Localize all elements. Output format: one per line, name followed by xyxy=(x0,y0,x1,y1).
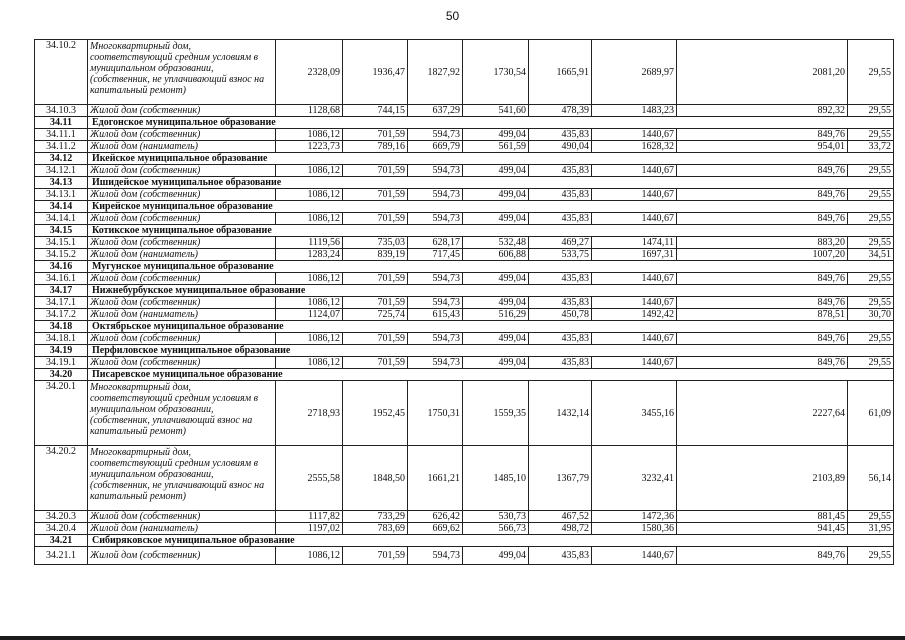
value-cell: 1559,35 xyxy=(463,381,529,446)
value-cell: 1827,92 xyxy=(408,40,463,105)
value-cell: 1086,12 xyxy=(276,273,343,285)
value-cell: 29,55 xyxy=(848,333,894,345)
value-cell: 849,76 xyxy=(677,297,848,309)
value-cell: 499,04 xyxy=(463,213,529,225)
value-cell: 490,04 xyxy=(529,141,592,153)
section-title: Мугунское муниципальное образование xyxy=(88,261,894,273)
row-code: 34.16.1 xyxy=(35,273,88,285)
section-row xyxy=(35,117,894,129)
value-cell: 669,79 xyxy=(408,141,463,153)
value-cell: 849,76 xyxy=(677,213,848,225)
table-row xyxy=(35,40,894,105)
value-cell: 701,59 xyxy=(343,357,408,369)
section-row xyxy=(35,321,894,333)
value-cell: 1952,45 xyxy=(343,381,408,446)
value-cell: 1086,12 xyxy=(276,547,343,565)
value-cell: 849,76 xyxy=(677,165,848,177)
value-cell: 1119,56 xyxy=(276,237,343,249)
value-cell: 849,76 xyxy=(677,357,848,369)
value-cell: 733,29 xyxy=(343,511,408,523)
table-row xyxy=(35,523,894,535)
value-cell: 1440,67 xyxy=(592,189,677,201)
value-cell: 1086,12 xyxy=(276,165,343,177)
value-cell: 469,27 xyxy=(529,237,592,249)
value-cell: 435,83 xyxy=(529,357,592,369)
value-cell: 1007,20 xyxy=(677,249,848,261)
value-cell: 1432,14 xyxy=(529,381,592,446)
table-row xyxy=(35,273,894,285)
value-cell: 1440,67 xyxy=(592,547,677,565)
value-cell: 33,72 xyxy=(848,141,894,153)
section-code: 34.12 xyxy=(35,153,88,165)
row-code: 34.15.2 xyxy=(35,249,88,261)
value-cell: 1440,67 xyxy=(592,273,677,285)
section-row xyxy=(35,285,894,297)
table-row xyxy=(35,129,894,141)
value-cell: 566,73 xyxy=(463,523,529,535)
value-cell: 594,73 xyxy=(408,297,463,309)
value-cell: 594,73 xyxy=(408,333,463,345)
row-name: Жилой дом (наниматель) xyxy=(88,141,276,153)
row-code: 34.20.4 xyxy=(35,523,88,535)
value-cell: 1472,36 xyxy=(592,511,677,523)
value-cell: 1086,12 xyxy=(276,333,343,345)
row-code: 34.11.1 xyxy=(35,129,88,141)
section-title: Котикское муниципальное образование xyxy=(88,225,894,237)
value-cell: 561,59 xyxy=(463,141,529,153)
section-code: 34.18 xyxy=(35,321,88,333)
value-cell: 450,78 xyxy=(529,309,592,321)
row-code: 34.19.1 xyxy=(35,357,88,369)
row-name: Многоквартирный дом, соответствующий средним условиям в муниципальном образовании, (собственник, не уплачивающий взнос на капитальный ремонт) xyxy=(88,446,276,511)
row-code: 34.21.1 xyxy=(35,547,88,565)
value-cell: 532,48 xyxy=(463,237,529,249)
value-cell: 2328,09 xyxy=(276,40,343,105)
value-cell: 594,73 xyxy=(408,357,463,369)
value-cell: 29,55 xyxy=(848,297,894,309)
section-code: 34.20 xyxy=(35,369,88,381)
value-cell: 594,73 xyxy=(408,129,463,141)
value-cell: 29,55 xyxy=(848,547,894,565)
value-cell: 29,55 xyxy=(848,357,894,369)
value-cell: 701,59 xyxy=(343,273,408,285)
row-code: 34.17.1 xyxy=(35,297,88,309)
value-cell: 3232,41 xyxy=(592,446,677,511)
value-cell: 717,45 xyxy=(408,249,463,261)
value-cell: 56,14 xyxy=(848,446,894,511)
value-cell: 541,60 xyxy=(463,105,529,117)
value-cell: 2689,97 xyxy=(592,40,677,105)
value-cell: 499,04 xyxy=(463,129,529,141)
value-cell: 849,76 xyxy=(677,273,848,285)
value-cell: 1086,12 xyxy=(276,189,343,201)
value-cell: 435,83 xyxy=(529,165,592,177)
row-code: 34.11.2 xyxy=(35,141,88,153)
section-code: 34.14 xyxy=(35,201,88,213)
table-row xyxy=(35,309,894,321)
value-cell: 1124,07 xyxy=(276,309,343,321)
value-cell: 435,83 xyxy=(529,129,592,141)
value-cell: 735,03 xyxy=(343,237,408,249)
value-cell: 849,76 xyxy=(677,129,848,141)
row-name: Жилой дом (собственник) xyxy=(88,189,276,201)
table-body xyxy=(35,40,894,565)
value-cell: 1440,67 xyxy=(592,297,677,309)
value-cell: 941,45 xyxy=(677,523,848,535)
value-cell: 499,04 xyxy=(463,165,529,177)
value-cell: 1661,21 xyxy=(408,446,463,511)
value-cell: 1086,12 xyxy=(276,213,343,225)
row-name: Жилой дом (собственник) xyxy=(88,547,276,565)
value-cell: 29,55 xyxy=(848,273,894,285)
value-cell: 29,55 xyxy=(848,511,894,523)
table-row xyxy=(35,105,894,117)
value-cell: 1086,12 xyxy=(276,357,343,369)
section-row xyxy=(35,535,894,547)
page-number: 50 xyxy=(445,9,460,23)
row-code: 34.15.1 xyxy=(35,237,88,249)
value-cell: 1485,10 xyxy=(463,446,529,511)
row-name: Жилой дом (собственник) xyxy=(88,273,276,285)
row-name: Жилой дом (собственник) xyxy=(88,129,276,141)
value-cell: 701,59 xyxy=(343,213,408,225)
section-title: Перфиловское муниципальное образование xyxy=(88,345,894,357)
value-cell: 594,73 xyxy=(408,273,463,285)
value-cell: 1197,02 xyxy=(276,523,343,535)
value-cell: 467,52 xyxy=(529,511,592,523)
value-cell: 31,95 xyxy=(848,523,894,535)
value-cell: 499,04 xyxy=(463,547,529,565)
value-cell: 725,74 xyxy=(343,309,408,321)
section-row xyxy=(35,369,894,381)
value-cell: 701,59 xyxy=(343,297,408,309)
row-code: 34.17.2 xyxy=(35,309,88,321)
value-cell: 701,59 xyxy=(343,189,408,201)
value-cell: 3455,16 xyxy=(592,381,677,446)
value-cell: 1936,47 xyxy=(343,40,408,105)
value-cell: 594,73 xyxy=(408,189,463,201)
row-name: Жилой дом (собственник) xyxy=(88,165,276,177)
section-title: Ишидейское муниципальное образование xyxy=(88,177,894,189)
row-name: Жилой дом (собственник) xyxy=(88,511,276,523)
table-row xyxy=(35,141,894,153)
row-name: Жилой дом (наниматель) xyxy=(88,249,276,261)
section-title: Писаревское муниципальное образование xyxy=(88,369,894,381)
section-row xyxy=(35,201,894,213)
value-cell: 1223,73 xyxy=(276,141,343,153)
value-cell: 954,01 xyxy=(677,141,848,153)
table-row xyxy=(35,213,894,225)
value-cell: 789,16 xyxy=(343,141,408,153)
value-cell: 849,76 xyxy=(677,189,848,201)
row-name: Жилой дом (собственник) xyxy=(88,297,276,309)
value-cell: 29,55 xyxy=(848,189,894,201)
value-cell: 1440,67 xyxy=(592,357,677,369)
value-cell: 1128,68 xyxy=(276,105,343,117)
section-row xyxy=(35,225,894,237)
value-cell: 594,73 xyxy=(408,213,463,225)
section-title: Нижнебурбукское муниципальное образование xyxy=(88,285,894,297)
value-cell: 1440,67 xyxy=(592,213,677,225)
table-row xyxy=(35,237,894,249)
value-cell: 435,83 xyxy=(529,189,592,201)
row-code: 34.10.2 xyxy=(35,40,88,105)
value-cell: 499,04 xyxy=(463,297,529,309)
value-cell: 533,75 xyxy=(529,249,592,261)
value-cell: 744,15 xyxy=(343,105,408,117)
value-cell: 701,59 xyxy=(343,547,408,565)
value-cell: 1628,32 xyxy=(592,141,677,153)
row-code: 34.12.1 xyxy=(35,165,88,177)
value-cell: 1474,11 xyxy=(592,237,677,249)
row-code: 34.18.1 xyxy=(35,333,88,345)
value-cell: 626,42 xyxy=(408,511,463,523)
table-row xyxy=(35,547,894,565)
section-title: Едогонское муниципальное образование xyxy=(88,117,894,129)
value-cell: 29,55 xyxy=(848,105,894,117)
value-cell: 29,55 xyxy=(848,40,894,105)
table-row xyxy=(35,357,894,369)
value-cell: 615,43 xyxy=(408,309,463,321)
value-cell: 516,29 xyxy=(463,309,529,321)
value-cell: 435,83 xyxy=(529,297,592,309)
value-cell: 499,04 xyxy=(463,273,529,285)
value-cell: 2103,89 xyxy=(677,446,848,511)
value-cell: 498,72 xyxy=(529,523,592,535)
section-row xyxy=(35,153,894,165)
table-row xyxy=(35,165,894,177)
value-cell: 1492,42 xyxy=(592,309,677,321)
scan-bottom-edge xyxy=(0,636,905,640)
value-cell: 849,76 xyxy=(677,333,848,345)
section-title: Кирейское муниципальное образование xyxy=(88,201,894,213)
table-row xyxy=(35,381,894,446)
value-cell: 881,45 xyxy=(677,511,848,523)
value-cell: 435,83 xyxy=(529,273,592,285)
table-row xyxy=(35,249,894,261)
row-code: 34.20.3 xyxy=(35,511,88,523)
table-row xyxy=(35,189,894,201)
value-cell: 29,55 xyxy=(848,237,894,249)
value-cell: 499,04 xyxy=(463,189,529,201)
value-cell: 701,59 xyxy=(343,333,408,345)
section-code: 34.21 xyxy=(35,535,88,547)
row-name: Многоквартирный дом, соответствующий средним условиям в муниципальном образовании, (собственник, уплачивающий взнос на капитальный ремонт) xyxy=(88,381,276,446)
value-cell: 1440,67 xyxy=(592,165,677,177)
value-cell: 594,73 xyxy=(408,165,463,177)
value-cell: 1665,91 xyxy=(529,40,592,105)
value-cell: 530,73 xyxy=(463,511,529,523)
section-code: 34.13 xyxy=(35,177,88,189)
value-cell: 783,69 xyxy=(343,523,408,535)
value-cell: 606,88 xyxy=(463,249,529,261)
value-cell: 878,51 xyxy=(677,309,848,321)
value-cell: 2081,20 xyxy=(677,40,848,105)
value-cell: 30,70 xyxy=(848,309,894,321)
section-row xyxy=(35,261,894,273)
value-cell: 849,76 xyxy=(677,547,848,565)
row-name: Жилой дом (наниматель) xyxy=(88,309,276,321)
section-code: 34.11 xyxy=(35,117,88,129)
section-row xyxy=(35,177,894,189)
table-row xyxy=(35,446,894,511)
value-cell: 701,59 xyxy=(343,129,408,141)
section-code: 34.16 xyxy=(35,261,88,273)
value-cell: 1283,24 xyxy=(276,249,343,261)
value-cell: 1483,23 xyxy=(592,105,677,117)
section-title: Сибиряковское муниципальное образование xyxy=(88,535,894,547)
value-cell: 435,83 xyxy=(529,333,592,345)
value-cell: 669,62 xyxy=(408,523,463,535)
row-name: Жилой дом (собственник) xyxy=(88,333,276,345)
value-cell: 499,04 xyxy=(463,357,529,369)
tariff-table xyxy=(34,39,894,565)
value-cell: 2555,58 xyxy=(276,446,343,511)
value-cell: 29,55 xyxy=(848,129,894,141)
value-cell: 1750,31 xyxy=(408,381,463,446)
value-cell: 34,51 xyxy=(848,249,894,261)
value-cell: 628,17 xyxy=(408,237,463,249)
section-row xyxy=(35,345,894,357)
value-cell: 892,32 xyxy=(677,105,848,117)
table-row xyxy=(35,297,894,309)
value-cell: 1440,67 xyxy=(592,129,677,141)
section-title: Октябрьское муниципальное образование xyxy=(88,321,894,333)
value-cell: 1580,36 xyxy=(592,523,677,535)
value-cell: 2227,64 xyxy=(677,381,848,446)
value-cell: 1117,82 xyxy=(276,511,343,523)
row-name: Жилой дом (собственник) xyxy=(88,105,276,117)
value-cell: 478,39 xyxy=(529,105,592,117)
row-code: 34.10.3 xyxy=(35,105,88,117)
section-title: Икейское муниципальное образование xyxy=(88,153,894,165)
section-code: 34.15 xyxy=(35,225,88,237)
value-cell: 883,20 xyxy=(677,237,848,249)
value-cell: 29,55 xyxy=(848,165,894,177)
value-cell: 435,83 xyxy=(529,213,592,225)
section-code: 34.19 xyxy=(35,345,88,357)
value-cell: 2718,93 xyxy=(276,381,343,446)
value-cell: 1730,54 xyxy=(463,40,529,105)
value-cell: 435,83 xyxy=(529,547,592,565)
row-code: 34.20.1 xyxy=(35,381,88,446)
row-name: Многоквартирный дом, соответствующий средним условиям в муниципальном образовании, (собственник, не уплачивающий взнос на капитальный ремонт) xyxy=(88,40,276,105)
value-cell: 29,55 xyxy=(848,213,894,225)
table-row xyxy=(35,511,894,523)
row-code: 34.20.2 xyxy=(35,446,88,511)
row-code: 34.14.1 xyxy=(35,213,88,225)
table-row xyxy=(35,333,894,345)
section-code: 34.17 xyxy=(35,285,88,297)
value-cell: 1697,31 xyxy=(592,249,677,261)
value-cell: 701,59 xyxy=(343,165,408,177)
value-cell: 839,19 xyxy=(343,249,408,261)
value-cell: 1086,12 xyxy=(276,297,343,309)
value-cell: 499,04 xyxy=(463,333,529,345)
row-name: Жилой дом (собственник) xyxy=(88,357,276,369)
row-code: 34.13.1 xyxy=(35,189,88,201)
value-cell: 1367,79 xyxy=(529,446,592,511)
row-name: Жилой дом (наниматель) xyxy=(88,523,276,535)
row-name: Жилой дом (собственник) xyxy=(88,213,276,225)
value-cell: 1440,67 xyxy=(592,333,677,345)
value-cell: 61,09 xyxy=(848,381,894,446)
value-cell: 594,73 xyxy=(408,547,463,565)
row-name: Жилой дом (собственник) xyxy=(88,237,276,249)
value-cell: 637,29 xyxy=(408,105,463,117)
value-cell: 1848,50 xyxy=(343,446,408,511)
value-cell: 1086,12 xyxy=(276,129,343,141)
